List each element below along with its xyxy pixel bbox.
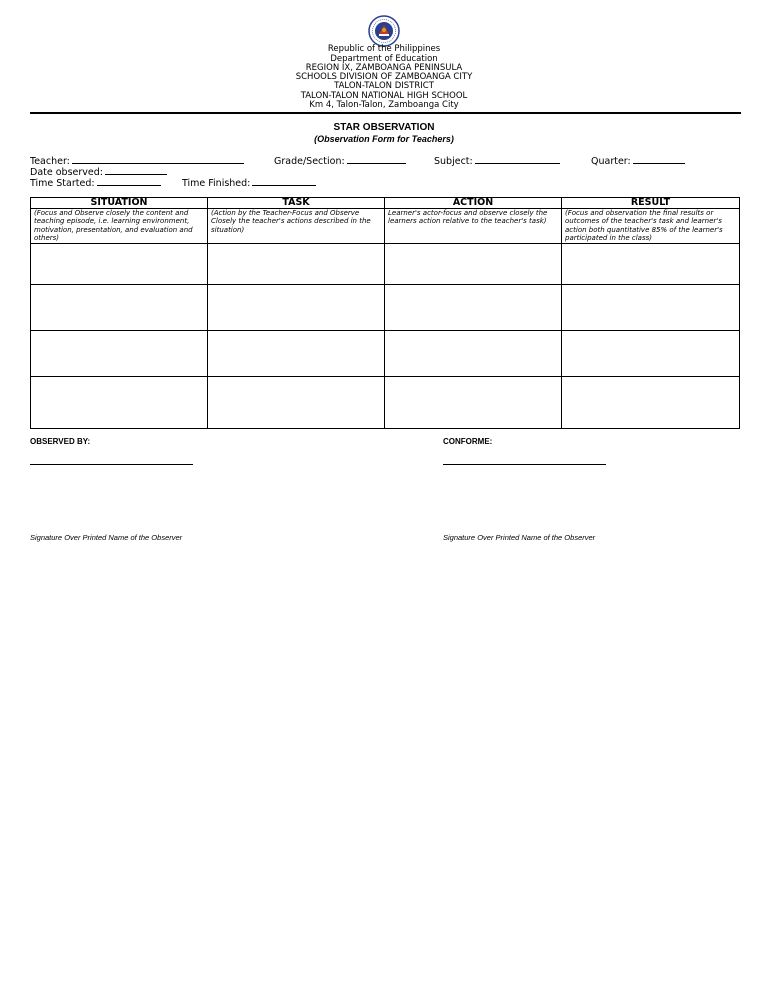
header-division: SCHOOLS DIVISION OF ZAMBOANGA CITY: [295, 72, 473, 82]
result-cell[interactable]: [562, 331, 740, 377]
quarter-blank[interactable]: [633, 154, 685, 164]
star-observation-table: [30, 197, 740, 429]
time-started-blank[interactable]: [97, 176, 161, 186]
header-address: Km 4, Talon-Talon, Zamboanga City: [309, 100, 459, 110]
date-observed-label: Date observed:: [30, 167, 103, 178]
table-header-row: [31, 198, 740, 209]
grade-section-field: [274, 154, 406, 167]
situation-cell[interactable]: [31, 285, 208, 331]
header-district: TALON-TALON DISTRICT: [334, 81, 434, 91]
result-cell[interactable]: [562, 377, 740, 429]
observer-signature-line[interactable]: [30, 464, 193, 465]
table-description-row: [31, 209, 740, 244]
action-cell[interactable]: [385, 377, 562, 429]
deped-seal-logo: [368, 15, 400, 47]
action-description: Learner's actor-focus and observe closely the learners action relative to the teacher's task): [385, 209, 562, 244]
task-description: (Action by the Teacher-Focus and Observe Closely the teacher's actions described in the situation): [208, 209, 385, 244]
result-cell[interactable]: [562, 244, 740, 285]
observed-by-label: OBSERVED BY:: [30, 437, 91, 446]
time-finished-label: Time Finished:: [182, 178, 251, 189]
column-header-action: ACTION: [385, 198, 562, 209]
header-region: REGION IX, ZAMBOANGA PENINSULA: [305, 63, 463, 73]
quarter-field: [591, 154, 685, 167]
column-header-situation: SITUATION: [31, 198, 208, 209]
action-cell[interactable]: [385, 244, 562, 285]
header-divider: [30, 112, 741, 114]
observer-signature-caption: Signature Over Printed Name of the Observer: [30, 533, 183, 542]
column-header-task: TASK: [208, 198, 385, 209]
form-title: STAR OBSERVATION: [333, 122, 435, 133]
grade-section-blank[interactable]: [347, 154, 406, 164]
conforme-label: CONFORME:: [443, 437, 493, 446]
teacher-blank[interactable]: [72, 154, 244, 164]
table-row: [31, 244, 740, 285]
situation-cell[interactable]: [31, 244, 208, 285]
task-cell[interactable]: [208, 285, 385, 331]
form-subtitle: (Observation Form for Teachers): [314, 134, 454, 144]
table-row: [31, 331, 740, 377]
subject-field: [434, 154, 560, 167]
action-cell[interactable]: [385, 331, 562, 377]
header-republic: Republic of the Philippines: [327, 44, 441, 54]
action-cell[interactable]: [385, 285, 562, 331]
date-observed-blank[interactable]: [105, 165, 167, 175]
time-finished-field: [182, 176, 316, 189]
result-description: (Focus and observation the final results or outcomes of the teacher's task and learner's action both quantitative 85% of the learner's participated in the class): [562, 209, 740, 244]
table-row: [31, 285, 740, 331]
time-started-label: Time Started:: [30, 178, 95, 189]
header-school: TALON-TALON NATIONAL HIGH SCHOOL: [300, 91, 468, 101]
time-started-field: [30, 176, 161, 189]
result-cell[interactable]: [562, 285, 740, 331]
subject-blank[interactable]: [475, 154, 560, 164]
task-cell[interactable]: [208, 331, 385, 377]
quarter-label: Quarter:: [591, 156, 631, 167]
teacher-label: Teacher:: [30, 156, 70, 167]
situation-description: (Focus and Observe closely the content and teaching episode, i.e. learning environment, motivation, presentation, and evaluation and others): [31, 209, 208, 244]
column-header-result: RESULT: [562, 198, 740, 209]
header-department: Department of Education: [330, 54, 438, 64]
conforme-signature-caption: Signature Over Printed Name of the Observer: [443, 533, 596, 542]
subject-label: Subject:: [434, 156, 473, 167]
conforme-signature-line[interactable]: [443, 464, 606, 465]
table-row: [31, 377, 740, 429]
situation-cell[interactable]: [31, 377, 208, 429]
task-cell[interactable]: [208, 244, 385, 285]
grade-section-label: Grade/Section:: [274, 156, 345, 167]
situation-cell[interactable]: [31, 331, 208, 377]
task-cell[interactable]: [208, 377, 385, 429]
time-finished-blank[interactable]: [252, 176, 316, 186]
